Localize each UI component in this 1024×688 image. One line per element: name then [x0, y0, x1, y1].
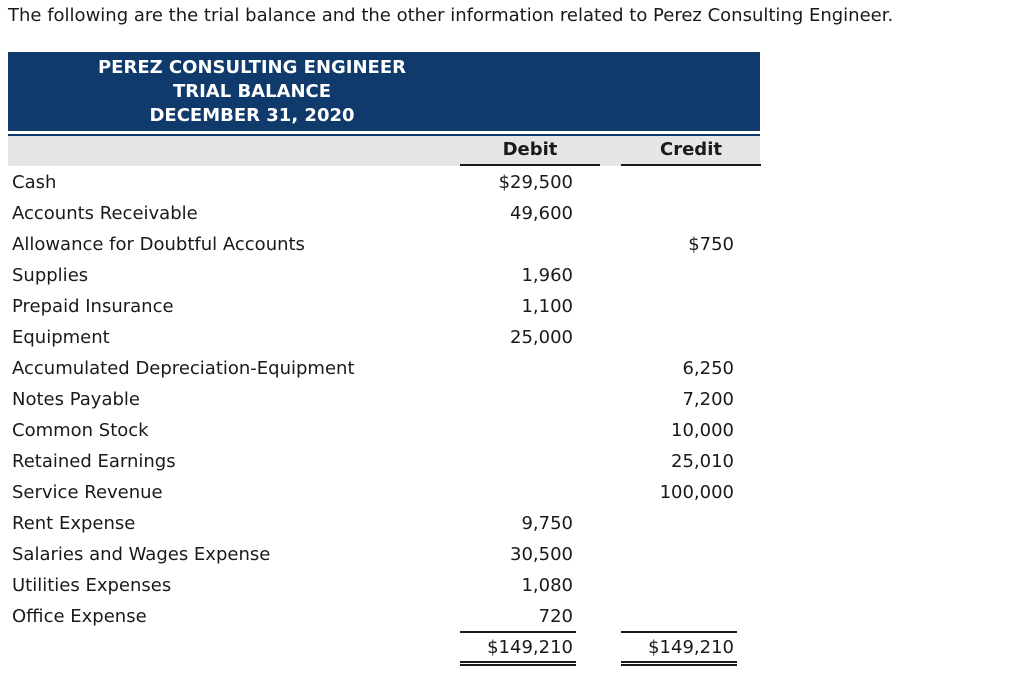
- table-row: [0, 358, 1024, 389]
- table-row: [0, 296, 1024, 327]
- account-name: Allowance for Doubtful Accounts: [12, 234, 305, 255]
- debit-header-rule: [460, 164, 600, 166]
- table-row: [0, 265, 1024, 296]
- account-name: Rent Expense: [12, 513, 136, 534]
- table-row: [0, 172, 1024, 203]
- statement-header: [8, 52, 760, 134]
- credit-amount: $750: [688, 234, 734, 255]
- account-name: Office Expense: [12, 606, 147, 627]
- table-row: [0, 234, 1024, 265]
- table-row: [0, 389, 1024, 420]
- debit-amount: 49,600: [510, 203, 573, 224]
- debit-total-rule: [460, 631, 576, 633]
- debit-column-header: Debit: [502, 139, 558, 160]
- account-name: Retained Earnings: [12, 451, 176, 472]
- debit-amount: 1,100: [521, 296, 573, 317]
- table-row: [0, 513, 1024, 544]
- credit-header-rule: [621, 164, 761, 166]
- table-row: [0, 451, 1024, 482]
- debit-double-underline: [460, 661, 576, 666]
- credit-amount: 6,250: [682, 358, 734, 379]
- debit-amount: 9,750: [521, 513, 573, 534]
- table-row: [0, 482, 1024, 513]
- table-row: [0, 575, 1024, 606]
- credit-amount: 100,000: [659, 482, 734, 503]
- account-name: Service Revenue: [12, 482, 163, 503]
- credit-amount: 10,000: [671, 420, 734, 441]
- account-name: Prepaid Insurance: [12, 296, 174, 317]
- debit-amount: 25,000: [510, 327, 573, 348]
- statement-title: TRIAL BALANCE: [172, 81, 332, 102]
- debit-amount: $29,500: [498, 172, 573, 193]
- account-name: Common Stock: [12, 420, 149, 441]
- credit-double-underline: [621, 661, 737, 666]
- account-name: Cash: [12, 172, 57, 193]
- debit-total: $149,210: [487, 637, 573, 658]
- debit-amount: 30,500: [510, 544, 573, 565]
- account-name: Salaries and Wages Expense: [12, 544, 271, 565]
- credit-amount: 7,200: [682, 389, 734, 410]
- account-name: Equipment: [12, 327, 110, 348]
- account-name: Utilities Expenses: [12, 575, 172, 596]
- debit-amount: 1,960: [521, 265, 573, 286]
- credit-total-rule: [621, 631, 737, 633]
- account-name: Accounts Receivable: [12, 203, 198, 224]
- intro-text: The following are the trial balance and the other information related to Perez Consulting Engineer.: [8, 5, 894, 26]
- credit-column-header: Credit: [660, 139, 722, 160]
- credit-total: $149,210: [648, 637, 734, 658]
- account-name: Supplies: [12, 265, 89, 286]
- table-row: [0, 203, 1024, 234]
- table-row: [0, 420, 1024, 451]
- account-name: Notes Payable: [12, 389, 140, 410]
- statement-date: DECEMBER 31, 2020: [149, 105, 355, 126]
- debit-amount: 1,080: [521, 575, 573, 596]
- table-row: [0, 327, 1024, 358]
- company-name: PEREZ CONSULTING ENGINEER: [97, 57, 407, 78]
- account-name: Accumulated Depreciation-Equipment: [12, 358, 355, 379]
- credit-amount: 25,010: [671, 451, 734, 472]
- table-row: [0, 544, 1024, 575]
- debit-amount: 720: [538, 606, 573, 627]
